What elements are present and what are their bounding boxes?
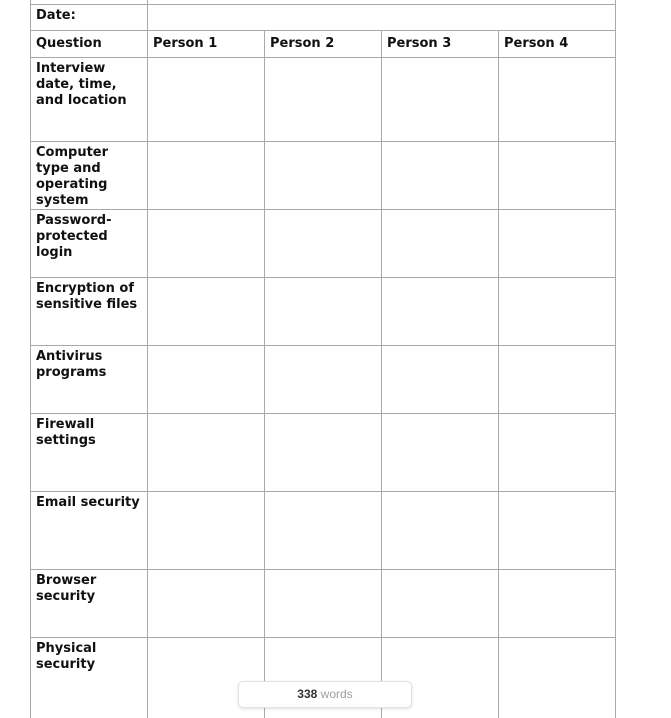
answer-cell[interactable]	[499, 142, 616, 210]
interview-table	[30, 0, 616, 718]
answer-cell[interactable]	[499, 58, 616, 142]
answer-cell[interactable]	[382, 414, 499, 492]
question-cell[interactable]: Encryption of sensitive files	[31, 278, 148, 346]
answer-cell[interactable]	[148, 210, 265, 278]
answer-cell[interactable]	[265, 492, 382, 570]
word-count-number: 338	[297, 687, 318, 701]
answer-cell[interactable]	[148, 58, 265, 142]
question-cell[interactable]: Browser security	[31, 570, 148, 638]
answer-cell[interactable]	[265, 346, 382, 414]
table-row	[31, 58, 616, 142]
table-row	[31, 210, 616, 278]
answer-cell[interactable]	[148, 346, 265, 414]
date-value-cell[interactable]	[148, 5, 616, 31]
answer-cell[interactable]	[148, 142, 265, 210]
answer-cell[interactable]	[499, 570, 616, 638]
table-row	[31, 492, 616, 570]
question-cell[interactable]: Antivirus programs	[31, 346, 148, 414]
answer-cell[interactable]	[382, 58, 499, 142]
answer-cell[interactable]	[265, 278, 382, 346]
answer-cell[interactable]	[148, 278, 265, 346]
table-row	[31, 278, 616, 346]
header-person-4[interactable]: Person 4	[499, 31, 616, 58]
answer-cell[interactable]	[382, 210, 499, 278]
question-cell[interactable]: Firewall settings	[31, 414, 148, 492]
answer-cell[interactable]	[148, 492, 265, 570]
answer-cell[interactable]	[265, 414, 382, 492]
word-count-label: words	[320, 687, 353, 701]
answer-cell[interactable]	[382, 492, 499, 570]
answer-cell[interactable]	[148, 570, 265, 638]
header-person-3[interactable]: Person 3	[382, 31, 499, 58]
table-row	[31, 142, 616, 210]
answer-cell[interactable]	[265, 570, 382, 638]
answer-cell[interactable]	[382, 278, 499, 346]
question-cell[interactable]: Physical security	[31, 638, 148, 718]
date-row	[31, 5, 616, 31]
answer-cell[interactable]	[382, 570, 499, 638]
answer-cell[interactable]	[499, 210, 616, 278]
header-person-1[interactable]: Person 1	[148, 31, 265, 58]
answer-cell[interactable]	[499, 492, 616, 570]
answer-cell[interactable]	[499, 638, 616, 718]
header-question[interactable]: Question	[31, 31, 148, 58]
answer-cell[interactable]	[265, 210, 382, 278]
answer-cell[interactable]	[499, 278, 616, 346]
answer-cell[interactable]	[382, 142, 499, 210]
table-row	[31, 570, 616, 638]
table-row	[31, 346, 616, 414]
answer-cell[interactable]	[265, 58, 382, 142]
answer-cell[interactable]	[382, 346, 499, 414]
answer-cell[interactable]	[499, 346, 616, 414]
question-cell[interactable]: Email security	[31, 492, 148, 570]
header-row	[31, 31, 616, 58]
question-cell[interactable]: Computer type and operating system	[31, 142, 148, 210]
word-count-badge[interactable]	[238, 681, 412, 708]
question-cell[interactable]: Interview date, time, and location	[31, 58, 148, 142]
date-label[interactable]: Date:	[31, 5, 148, 31]
answer-cell[interactable]	[265, 142, 382, 210]
answer-cell[interactable]	[148, 414, 265, 492]
answer-cell[interactable]	[499, 414, 616, 492]
header-person-2[interactable]: Person 2	[265, 31, 382, 58]
question-cell[interactable]: Password-protected login	[31, 210, 148, 278]
table-row	[31, 414, 616, 492]
